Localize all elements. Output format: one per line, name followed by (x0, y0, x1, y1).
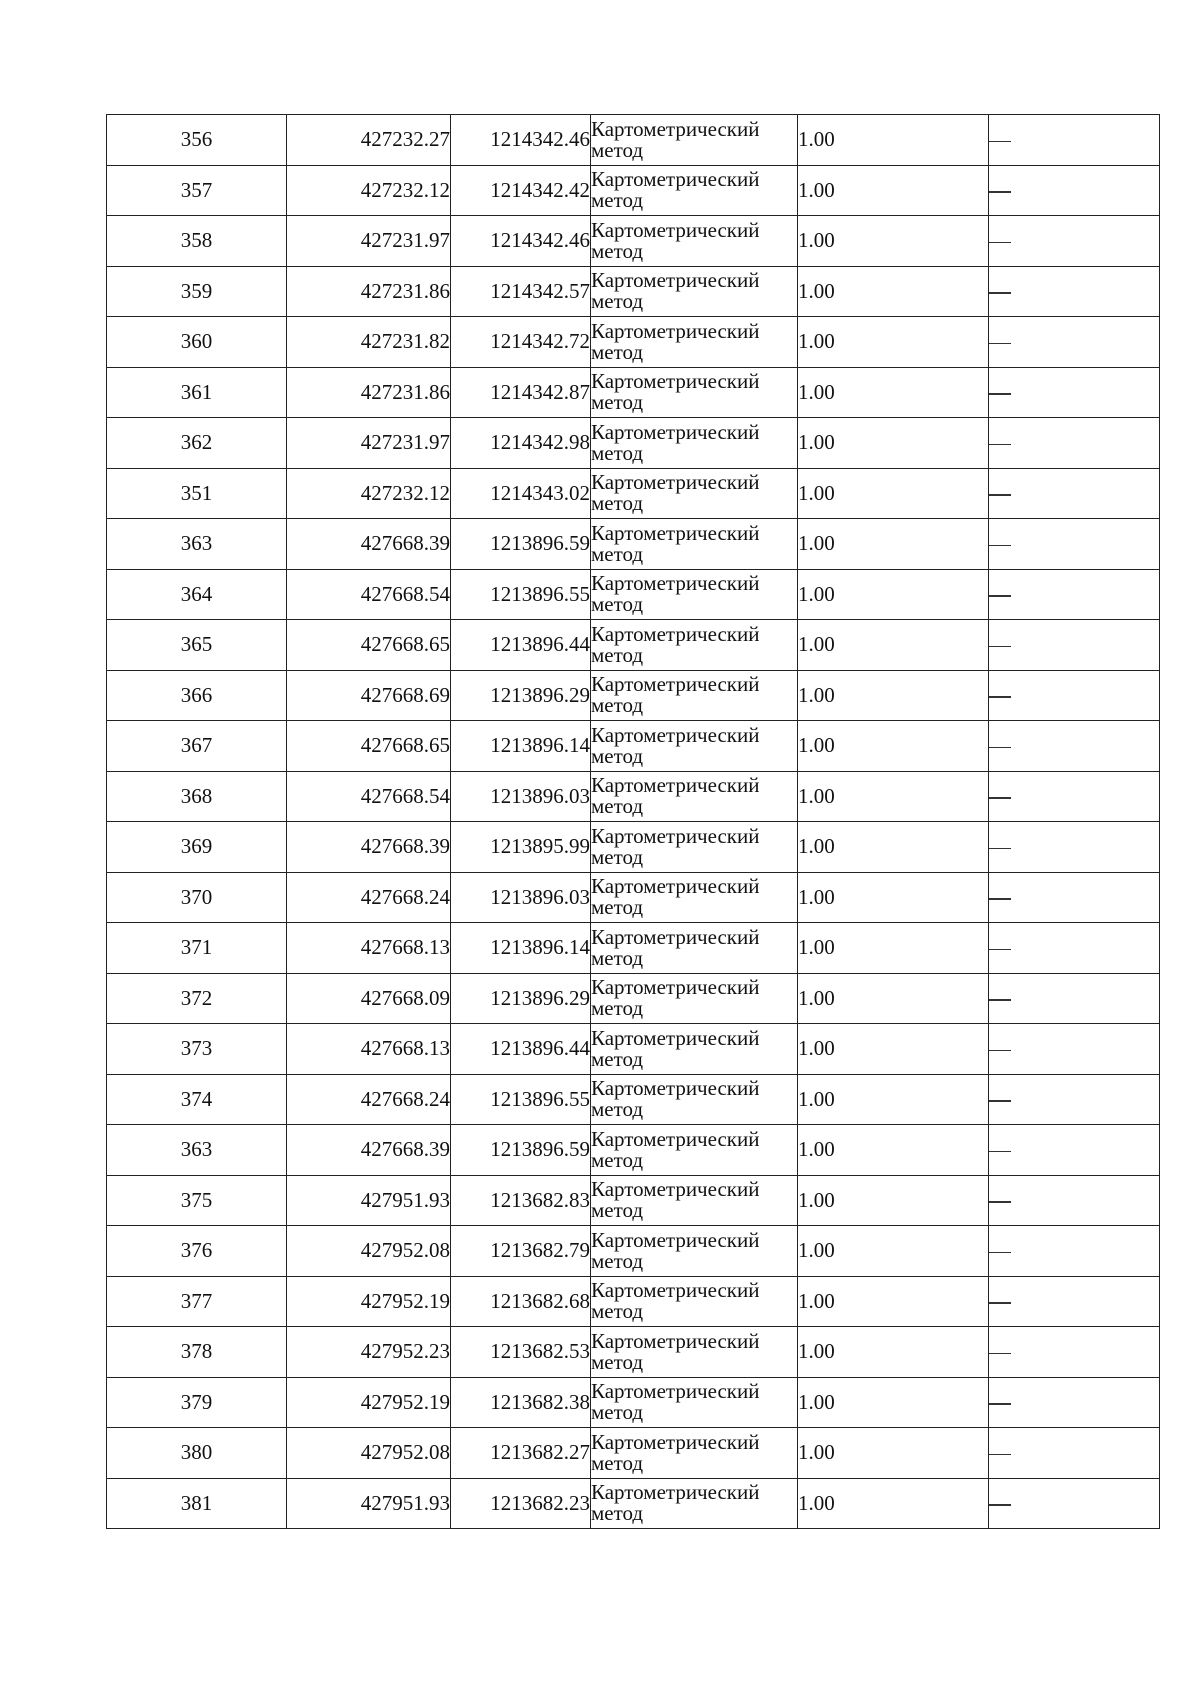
description-cell (989, 822, 1160, 873)
method-cell: Картометрический метод (591, 216, 798, 267)
method-cell: Картометрический метод (591, 923, 798, 974)
x-coordinate-cell: 427668.65 (287, 620, 451, 671)
coordinates-table-body (107, 115, 1160, 1529)
table-row (107, 468, 1160, 519)
x-coordinate-cell: 427952.23 (287, 1327, 451, 1378)
y-coordinate-cell: 1214342.98 (451, 418, 591, 469)
dash-mark (989, 999, 1011, 1000)
table-row (107, 1478, 1160, 1529)
method-cell: Картометрический метод (591, 771, 798, 822)
dash-mark (989, 898, 1011, 899)
dash-mark (989, 848, 1011, 849)
dash-mark (989, 1454, 1011, 1455)
y-coordinate-cell: 1213682.27 (451, 1428, 591, 1479)
x-coordinate-cell: 427952.08 (287, 1428, 451, 1479)
y-coordinate-cell: 1214342.42 (451, 165, 591, 216)
x-coordinate-cell: 427232.12 (287, 468, 451, 519)
method-cell: Картометрический метод (591, 317, 798, 368)
dash-mark (989, 1403, 1011, 1404)
description-cell (989, 468, 1160, 519)
x-coordinate-cell: 427668.39 (287, 1125, 451, 1176)
accuracy-cell: 1.00 (798, 569, 989, 620)
dash-mark (989, 343, 1011, 344)
table-row (107, 1327, 1160, 1378)
point-number-cell: 371 (107, 923, 287, 974)
dash-mark (989, 747, 1011, 748)
description-cell (989, 973, 1160, 1024)
x-coordinate-cell: 427231.86 (287, 266, 451, 317)
table-row (107, 1428, 1160, 1479)
accuracy-cell: 1.00 (798, 216, 989, 267)
x-coordinate-cell: 427668.24 (287, 1074, 451, 1125)
x-coordinate-cell: 427231.86 (287, 367, 451, 418)
dash-mark (989, 242, 1011, 243)
y-coordinate-cell: 1213682.79 (451, 1226, 591, 1277)
table-row (107, 1074, 1160, 1125)
dash-mark (989, 545, 1011, 546)
dash-mark (989, 191, 1011, 192)
dash-mark (989, 949, 1011, 950)
description-cell (989, 115, 1160, 166)
point-number-cell: 366 (107, 670, 287, 721)
table-row (107, 973, 1160, 1024)
dash-mark (989, 292, 1011, 293)
method-cell: Картометрический метод (591, 620, 798, 671)
table-row (107, 872, 1160, 923)
table-row (107, 519, 1160, 570)
method-cell: Картометрический метод (591, 367, 798, 418)
y-coordinate-cell: 1213896.03 (451, 872, 591, 923)
point-number-cell: 368 (107, 771, 287, 822)
description-cell (989, 620, 1160, 671)
description-cell (989, 1175, 1160, 1226)
dash-mark (989, 1504, 1011, 1505)
point-number-cell: 357 (107, 165, 287, 216)
method-cell: Картометрический метод (591, 1226, 798, 1277)
x-coordinate-cell: 427668.54 (287, 771, 451, 822)
accuracy-cell: 1.00 (798, 1377, 989, 1428)
y-coordinate-cell: 1213682.68 (451, 1276, 591, 1327)
dash-mark (989, 595, 1011, 596)
accuracy-cell: 1.00 (798, 771, 989, 822)
table-row (107, 923, 1160, 974)
dash-mark (989, 444, 1011, 445)
dash-mark (989, 1100, 1011, 1101)
description-cell (989, 872, 1160, 923)
x-coordinate-cell: 427231.97 (287, 418, 451, 469)
x-coordinate-cell: 427952.08 (287, 1226, 451, 1277)
method-cell: Картометрический метод (591, 670, 798, 721)
description-cell (989, 165, 1160, 216)
accuracy-cell: 1.00 (798, 1074, 989, 1125)
y-coordinate-cell: 1213682.83 (451, 1175, 591, 1226)
table-row (107, 771, 1160, 822)
point-number-cell: 374 (107, 1074, 287, 1125)
accuracy-cell: 1.00 (798, 1024, 989, 1075)
table-row (107, 1377, 1160, 1428)
table-row (107, 721, 1160, 772)
accuracy-cell: 1.00 (798, 1327, 989, 1378)
table-row (107, 317, 1160, 368)
point-number-cell: 364 (107, 569, 287, 620)
point-number-cell: 359 (107, 266, 287, 317)
point-number-cell: 381 (107, 1478, 287, 1529)
y-coordinate-cell: 1213895.99 (451, 822, 591, 873)
y-coordinate-cell: 1214342.72 (451, 317, 591, 368)
x-coordinate-cell: 427668.65 (287, 721, 451, 772)
accuracy-cell: 1.00 (798, 1428, 989, 1479)
table-row (107, 418, 1160, 469)
description-cell (989, 1125, 1160, 1176)
description-cell (989, 266, 1160, 317)
dash-mark (989, 797, 1011, 798)
description-cell (989, 216, 1160, 267)
point-number-cell: 367 (107, 721, 287, 772)
y-coordinate-cell: 1213896.29 (451, 973, 591, 1024)
y-coordinate-cell: 1213896.59 (451, 1125, 591, 1176)
accuracy-cell: 1.00 (798, 620, 989, 671)
description-cell (989, 519, 1160, 570)
accuracy-cell: 1.00 (798, 872, 989, 923)
method-cell: Картометрический метод (591, 1125, 798, 1176)
point-number-cell: 358 (107, 216, 287, 267)
x-coordinate-cell: 427951.93 (287, 1478, 451, 1529)
x-coordinate-cell: 427668.13 (287, 923, 451, 974)
method-cell: Картометрический метод (591, 519, 798, 570)
table-row (107, 165, 1160, 216)
x-coordinate-cell: 427951.93 (287, 1175, 451, 1226)
point-number-cell: 372 (107, 973, 287, 1024)
table-row (107, 115, 1160, 166)
method-cell: Картометрический метод (591, 1428, 798, 1479)
description-cell (989, 1428, 1160, 1479)
point-number-cell: 362 (107, 418, 287, 469)
x-coordinate-cell: 427668.54 (287, 569, 451, 620)
y-coordinate-cell: 1213896.55 (451, 1074, 591, 1125)
accuracy-cell: 1.00 (798, 367, 989, 418)
x-coordinate-cell: 427232.12 (287, 165, 451, 216)
point-number-cell: 369 (107, 822, 287, 873)
x-coordinate-cell: 427668.13 (287, 1024, 451, 1075)
description-cell (989, 1478, 1160, 1529)
table-row (107, 620, 1160, 671)
description-cell (989, 367, 1160, 418)
point-number-cell: 363 (107, 519, 287, 570)
method-cell: Картометрический метод (591, 822, 798, 873)
description-cell (989, 1226, 1160, 1277)
description-cell (989, 670, 1160, 721)
table-row (107, 1226, 1160, 1277)
method-cell: Картометрический метод (591, 872, 798, 923)
table-row (107, 670, 1160, 721)
x-coordinate-cell: 427232.27 (287, 115, 451, 166)
method-cell: Картометрический метод (591, 1478, 798, 1529)
accuracy-cell: 1.00 (798, 165, 989, 216)
table-row (107, 367, 1160, 418)
dash-mark (989, 1050, 1011, 1051)
accuracy-cell: 1.00 (798, 1226, 989, 1277)
dash-mark (989, 393, 1011, 394)
method-cell: Картометрический метод (591, 569, 798, 620)
x-coordinate-cell: 427952.19 (287, 1276, 451, 1327)
accuracy-cell: 1.00 (798, 973, 989, 1024)
point-number-cell: 365 (107, 620, 287, 671)
dash-mark (989, 1302, 1011, 1303)
accuracy-cell: 1.00 (798, 1478, 989, 1529)
table-row (107, 1276, 1160, 1327)
y-coordinate-cell: 1214342.87 (451, 367, 591, 418)
y-coordinate-cell: 1213896.03 (451, 771, 591, 822)
table-row (107, 822, 1160, 873)
description-cell (989, 1074, 1160, 1125)
y-coordinate-cell: 1213896.14 (451, 923, 591, 974)
y-coordinate-cell: 1213896.14 (451, 721, 591, 772)
point-number-cell: 360 (107, 317, 287, 368)
coordinates-table (106, 114, 1160, 1529)
method-cell: Картометрический метод (591, 165, 798, 216)
description-cell (989, 1377, 1160, 1428)
y-coordinate-cell: 1213896.44 (451, 620, 591, 671)
point-number-cell: 361 (107, 367, 287, 418)
description-cell (989, 1276, 1160, 1327)
x-coordinate-cell: 427668.39 (287, 519, 451, 570)
y-coordinate-cell: 1214342.46 (451, 115, 591, 166)
point-number-cell: 379 (107, 1377, 287, 1428)
y-coordinate-cell: 1213896.55 (451, 569, 591, 620)
x-coordinate-cell: 427231.97 (287, 216, 451, 267)
y-coordinate-cell: 1213682.23 (451, 1478, 591, 1529)
point-number-cell: 370 (107, 872, 287, 923)
dash-mark (989, 494, 1011, 495)
point-number-cell: 376 (107, 1226, 287, 1277)
method-cell: Картометрический метод (591, 973, 798, 1024)
method-cell: Картометрический метод (591, 1074, 798, 1125)
description-cell (989, 418, 1160, 469)
method-cell: Картометрический метод (591, 1327, 798, 1378)
accuracy-cell: 1.00 (798, 1276, 989, 1327)
table-row (107, 1125, 1160, 1176)
point-number-cell: 373 (107, 1024, 287, 1075)
dash-mark (989, 1252, 1011, 1253)
dash-mark (989, 141, 1011, 142)
accuracy-cell: 1.00 (798, 266, 989, 317)
method-cell: Картометрический метод (591, 418, 798, 469)
description-cell (989, 771, 1160, 822)
y-coordinate-cell: 1214342.46 (451, 216, 591, 267)
x-coordinate-cell: 427668.24 (287, 872, 451, 923)
accuracy-cell: 1.00 (798, 115, 989, 166)
dash-mark (989, 1201, 1011, 1202)
method-cell: Картометрический метод (591, 1276, 798, 1327)
point-number-cell: 356 (107, 115, 287, 166)
description-cell (989, 569, 1160, 620)
y-coordinate-cell: 1213896.44 (451, 1024, 591, 1075)
accuracy-cell: 1.00 (798, 317, 989, 368)
method-cell: Картометрический метод (591, 721, 798, 772)
point-number-cell: 377 (107, 1276, 287, 1327)
dash-mark (989, 1353, 1011, 1354)
table-row (107, 216, 1160, 267)
point-number-cell: 375 (107, 1175, 287, 1226)
dash-mark (989, 646, 1011, 647)
point-number-cell: 351 (107, 468, 287, 519)
description-cell (989, 721, 1160, 772)
dash-mark (989, 696, 1011, 697)
x-coordinate-cell: 427668.09 (287, 973, 451, 1024)
y-coordinate-cell: 1214343.02 (451, 468, 591, 519)
description-cell (989, 317, 1160, 368)
accuracy-cell: 1.00 (798, 721, 989, 772)
method-cell: Картометрический метод (591, 1024, 798, 1075)
x-coordinate-cell: 427952.19 (287, 1377, 451, 1428)
y-coordinate-cell: 1213896.29 (451, 670, 591, 721)
table-row (107, 1024, 1160, 1075)
accuracy-cell: 1.00 (798, 519, 989, 570)
description-cell (989, 923, 1160, 974)
y-coordinate-cell: 1213896.59 (451, 519, 591, 570)
table-row (107, 569, 1160, 620)
method-cell: Картометрический метод (591, 266, 798, 317)
method-cell: Картометрический метод (591, 468, 798, 519)
method-cell: Картометрический метод (591, 115, 798, 166)
accuracy-cell: 1.00 (798, 1175, 989, 1226)
y-coordinate-cell: 1213682.53 (451, 1327, 591, 1378)
accuracy-cell: 1.00 (798, 822, 989, 873)
accuracy-cell: 1.00 (798, 468, 989, 519)
accuracy-cell: 1.00 (798, 923, 989, 974)
y-coordinate-cell: 1213682.38 (451, 1377, 591, 1428)
table-row (107, 266, 1160, 317)
x-coordinate-cell: 427231.82 (287, 317, 451, 368)
method-cell: Картометрический метод (591, 1175, 798, 1226)
method-cell: Картометрический метод (591, 1377, 798, 1428)
dash-mark (989, 1151, 1011, 1152)
point-number-cell: 380 (107, 1428, 287, 1479)
point-number-cell: 363 (107, 1125, 287, 1176)
x-coordinate-cell: 427668.69 (287, 670, 451, 721)
accuracy-cell: 1.00 (798, 670, 989, 721)
point-number-cell: 378 (107, 1327, 287, 1378)
table-row (107, 1175, 1160, 1226)
accuracy-cell: 1.00 (798, 1125, 989, 1176)
y-coordinate-cell: 1214342.57 (451, 266, 591, 317)
description-cell (989, 1024, 1160, 1075)
x-coordinate-cell: 427668.39 (287, 822, 451, 873)
accuracy-cell: 1.00 (798, 418, 989, 469)
description-cell (989, 1327, 1160, 1378)
